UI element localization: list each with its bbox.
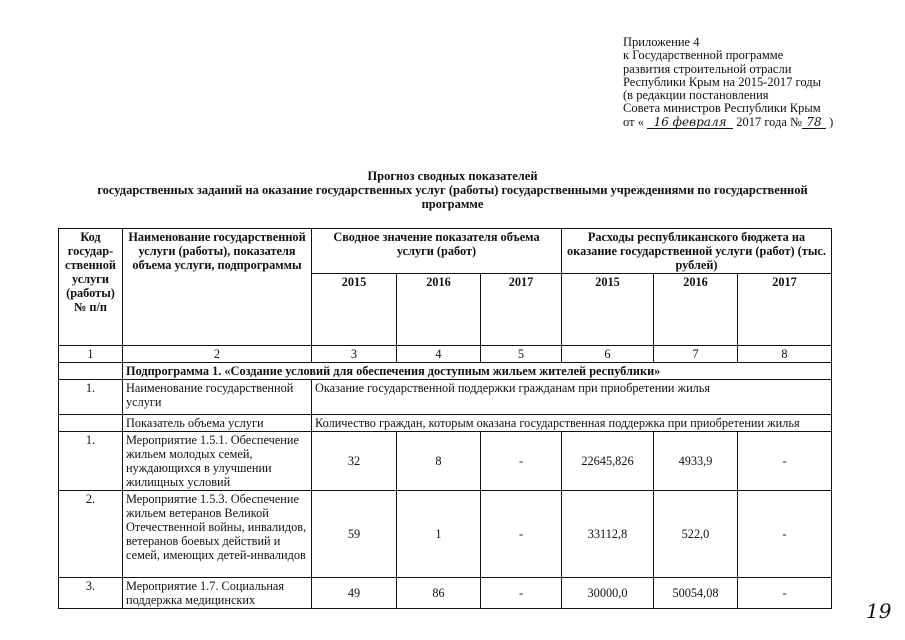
row-name: Мероприятие 1.5.1. Обеспечение жильем молодых семей, нуждающихся в улучшении жилищных условий bbox=[123, 432, 312, 491]
subprogram-empty-cell bbox=[59, 363, 123, 380]
row-expense-2015: 33112,8 bbox=[562, 491, 654, 578]
handwritten-number: 78 bbox=[802, 116, 826, 129]
column-number: 2 bbox=[123, 346, 312, 363]
header-year: 2015 bbox=[312, 274, 397, 346]
page-number: 19 bbox=[866, 599, 892, 623]
subprogram-row bbox=[59, 363, 832, 380]
table-row bbox=[59, 491, 832, 578]
row-expense-2017: - bbox=[738, 578, 832, 609]
subprogram-title: Подпрограмма 1. «Создание условий для обеспечения доступным жильем жителей республики» bbox=[123, 363, 832, 380]
appendix-block bbox=[623, 36, 893, 129]
title-line-1: Прогноз сводных показателей bbox=[367, 169, 538, 183]
table-row bbox=[59, 432, 832, 491]
row-expense-2016: 4933,9 bbox=[654, 432, 738, 491]
row-name: Мероприятие 1.5.3. Обеспечение жильем ветеранов Великой Отечественной войны, инвалидов, ветеранов боевых действий и семей, имеющих детей-инвалидов bbox=[123, 491, 312, 578]
row-num: 3. bbox=[59, 578, 123, 609]
row-volume-2017: - bbox=[481, 432, 562, 491]
appendix-year-text: 2017 года № bbox=[736, 114, 802, 129]
service-value: Оказание государственной поддержки гражданам при приобретении жилья bbox=[312, 380, 832, 415]
header-year: 2016 bbox=[654, 274, 738, 346]
appendix-from: от bbox=[623, 114, 635, 129]
column-number-row bbox=[59, 346, 832, 363]
indicator-empty-cell bbox=[59, 415, 123, 432]
indicator-row bbox=[59, 415, 832, 432]
appendix-line: к Государственной программе bbox=[623, 48, 784, 63]
column-number: 6 bbox=[562, 346, 654, 363]
appendix-date-line bbox=[623, 116, 893, 129]
header-year: 2017 bbox=[481, 274, 562, 346]
header-name: Наименование государственной услуги (работы), показателя объема услуги, подпрограммы bbox=[123, 229, 312, 346]
row-volume-2017: - bbox=[481, 578, 562, 609]
row-volume-2015: 49 bbox=[312, 578, 397, 609]
row-num: 1. bbox=[59, 432, 123, 491]
appendix-line: (в редакции постановления bbox=[623, 88, 769, 103]
service-num: 1. bbox=[59, 380, 123, 415]
header-row-1 bbox=[59, 229, 832, 274]
row-volume-2015: 59 bbox=[312, 491, 397, 578]
column-number: 5 bbox=[481, 346, 562, 363]
row-volume-2015: 32 bbox=[312, 432, 397, 491]
row-expense-2017: - bbox=[738, 491, 832, 578]
service-row bbox=[59, 380, 832, 415]
document-title bbox=[60, 169, 845, 211]
header-volume-group: Сводное значение показателя объема услуги (работ) bbox=[312, 229, 562, 274]
row-expense-2016: 50054,08 bbox=[654, 578, 738, 609]
title-line-2: государственных заданий на оказание государственных услуг (работы) государственными учреждениями по государственной bbox=[97, 183, 808, 197]
appendix-line: Совета министров Республики Крым bbox=[623, 101, 821, 116]
column-number: 3 bbox=[312, 346, 397, 363]
row-expense-2017: - bbox=[738, 432, 832, 491]
column-number: 7 bbox=[654, 346, 738, 363]
column-number: 1 bbox=[59, 346, 123, 363]
appendix-close: ) bbox=[829, 114, 834, 129]
header-year: 2016 bbox=[397, 274, 481, 346]
column-number: 4 bbox=[397, 346, 481, 363]
row-volume-2016: 1 bbox=[397, 491, 481, 578]
appendix-line: Республики Крым на 2015-2017 годы bbox=[623, 74, 821, 89]
row-volume-2017: - bbox=[481, 491, 562, 578]
column-number: 8 bbox=[738, 346, 832, 363]
indicator-value: Количество граждан, которым оказана государственная поддержка при приобретении жилья bbox=[312, 415, 832, 432]
table-row bbox=[59, 578, 832, 609]
appendix-quote-open: « bbox=[637, 114, 644, 129]
indicators-table bbox=[58, 228, 832, 609]
title-line-3: программе bbox=[421, 197, 484, 211]
row-name: Мероприятие 1.7. Социальная поддержка медицинских bbox=[123, 578, 312, 609]
row-volume-2016: 8 bbox=[397, 432, 481, 491]
row-expense-2015: 22645,826 bbox=[562, 432, 654, 491]
row-expense-2016: 522,0 bbox=[654, 491, 738, 578]
row-num: 2. bbox=[59, 491, 123, 578]
handwritten-date: 16 февраля bbox=[647, 116, 733, 129]
header-year: 2017 bbox=[738, 274, 832, 346]
header-expense-group: Расходы республиканского бюджета на оказание государственной услуги (работ) (тыс. рублей) bbox=[562, 229, 832, 274]
indicator-label: Показатель объема услуги bbox=[123, 415, 312, 432]
header-year: 2015 bbox=[562, 274, 654, 346]
service-label: Наименование государственной услуги bbox=[123, 380, 312, 415]
row-volume-2016: 86 bbox=[397, 578, 481, 609]
appendix-line: развития строительной отрасли bbox=[623, 61, 792, 76]
appendix-line: Приложение 4 bbox=[623, 35, 700, 49]
header-code: Код государ-ственной услуги (работы) № п/п bbox=[59, 229, 123, 346]
row-expense-2015: 30000,0 bbox=[562, 578, 654, 609]
